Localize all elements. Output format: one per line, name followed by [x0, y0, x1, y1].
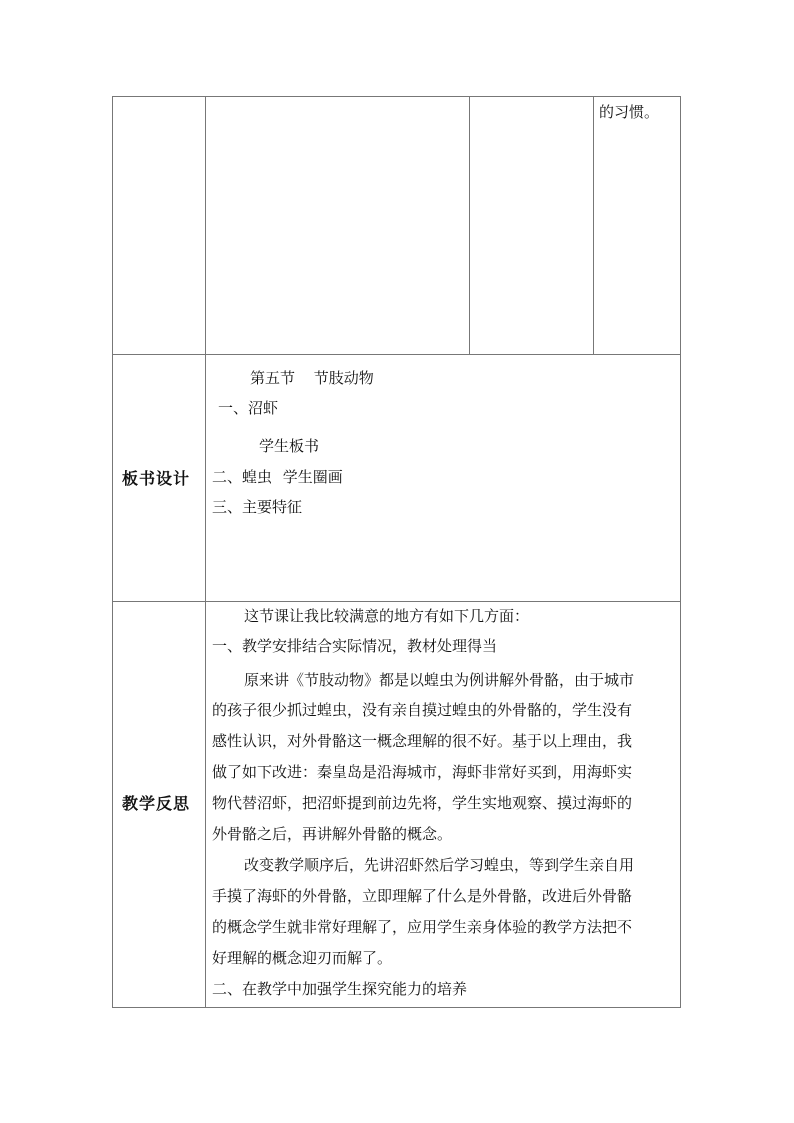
table-border-top: [112, 96, 681, 97]
label-column-divider: [205, 96, 206, 1008]
board-line-features: 三、主要特征: [212, 498, 303, 516]
reflection-label: 教学反思: [122, 794, 191, 813]
row-divider-1: [112, 354, 681, 355]
reflection-line-3: 原来讲《节肢动物》都是以蝗虫为例讲解外骨骼，由于城市: [244, 671, 635, 689]
reflection-line-12: 好理解的概念迎刃而解了。: [212, 949, 393, 967]
reflection-line-2: 一、教学安排结合实际情况，教材处理得当: [212, 637, 498, 655]
reflection-line-13: 二、在教学中加强学生探究能力的培养: [212, 980, 468, 998]
row1-col4-text: 的习惯。: [599, 103, 660, 121]
board-line-section-title: 第五节 节肢动物: [250, 369, 374, 387]
table-border-bottom: [112, 1007, 681, 1008]
table-border-left: [112, 96, 113, 1008]
row1-divider-a: [469, 96, 470, 354]
board-line-locust: 二、蝗虫 学生圈画: [212, 468, 343, 486]
reflection-line-9: 改变教学顺序后，先讲沼虾然后学习蝗虫，等到学生亲自用: [244, 856, 635, 874]
reflection-line-4: 的孩子很少抓过蝗虫，没有亲自摸过蝗虫的外骨骼的，学生没有: [212, 701, 633, 719]
board-line-shrimp: 一、沼虾: [218, 399, 279, 417]
reflection-line-5: 感性认识，对外骨骼这一概念理解的很不好。基于以上理由，我: [212, 732, 633, 750]
reflection-line-11: 的概念学生就非常好理解了，应用学生亲身体验的教学方法把不: [212, 918, 633, 936]
board-design-label: 板书设计: [122, 469, 191, 488]
reflection-line-8: 外骨骼之后，再讲解外骨骼的概念。: [212, 825, 453, 843]
reflection-line-7: 物代替沼虾，把沼虾提到前边先将，学生实地观察、摸过海虾的: [212, 794, 633, 812]
board-line-student-writing: 学生板书: [259, 437, 320, 455]
row1-divider-b: [593, 96, 594, 354]
table-border-right: [680, 96, 681, 1008]
reflection-line-6: 做了如下改进：秦皇岛是沿海城市，海虾非常好买到，用海虾实: [212, 763, 633, 781]
reflection-line-10: 手摸了海虾的外骨骼，立即理解了什么是外骨骼，改进后外骨骼: [212, 887, 633, 905]
lesson-table: [112, 96, 681, 1008]
reflection-line-1: 这节课让我比较满意的地方有如下几方面：: [244, 607, 530, 625]
